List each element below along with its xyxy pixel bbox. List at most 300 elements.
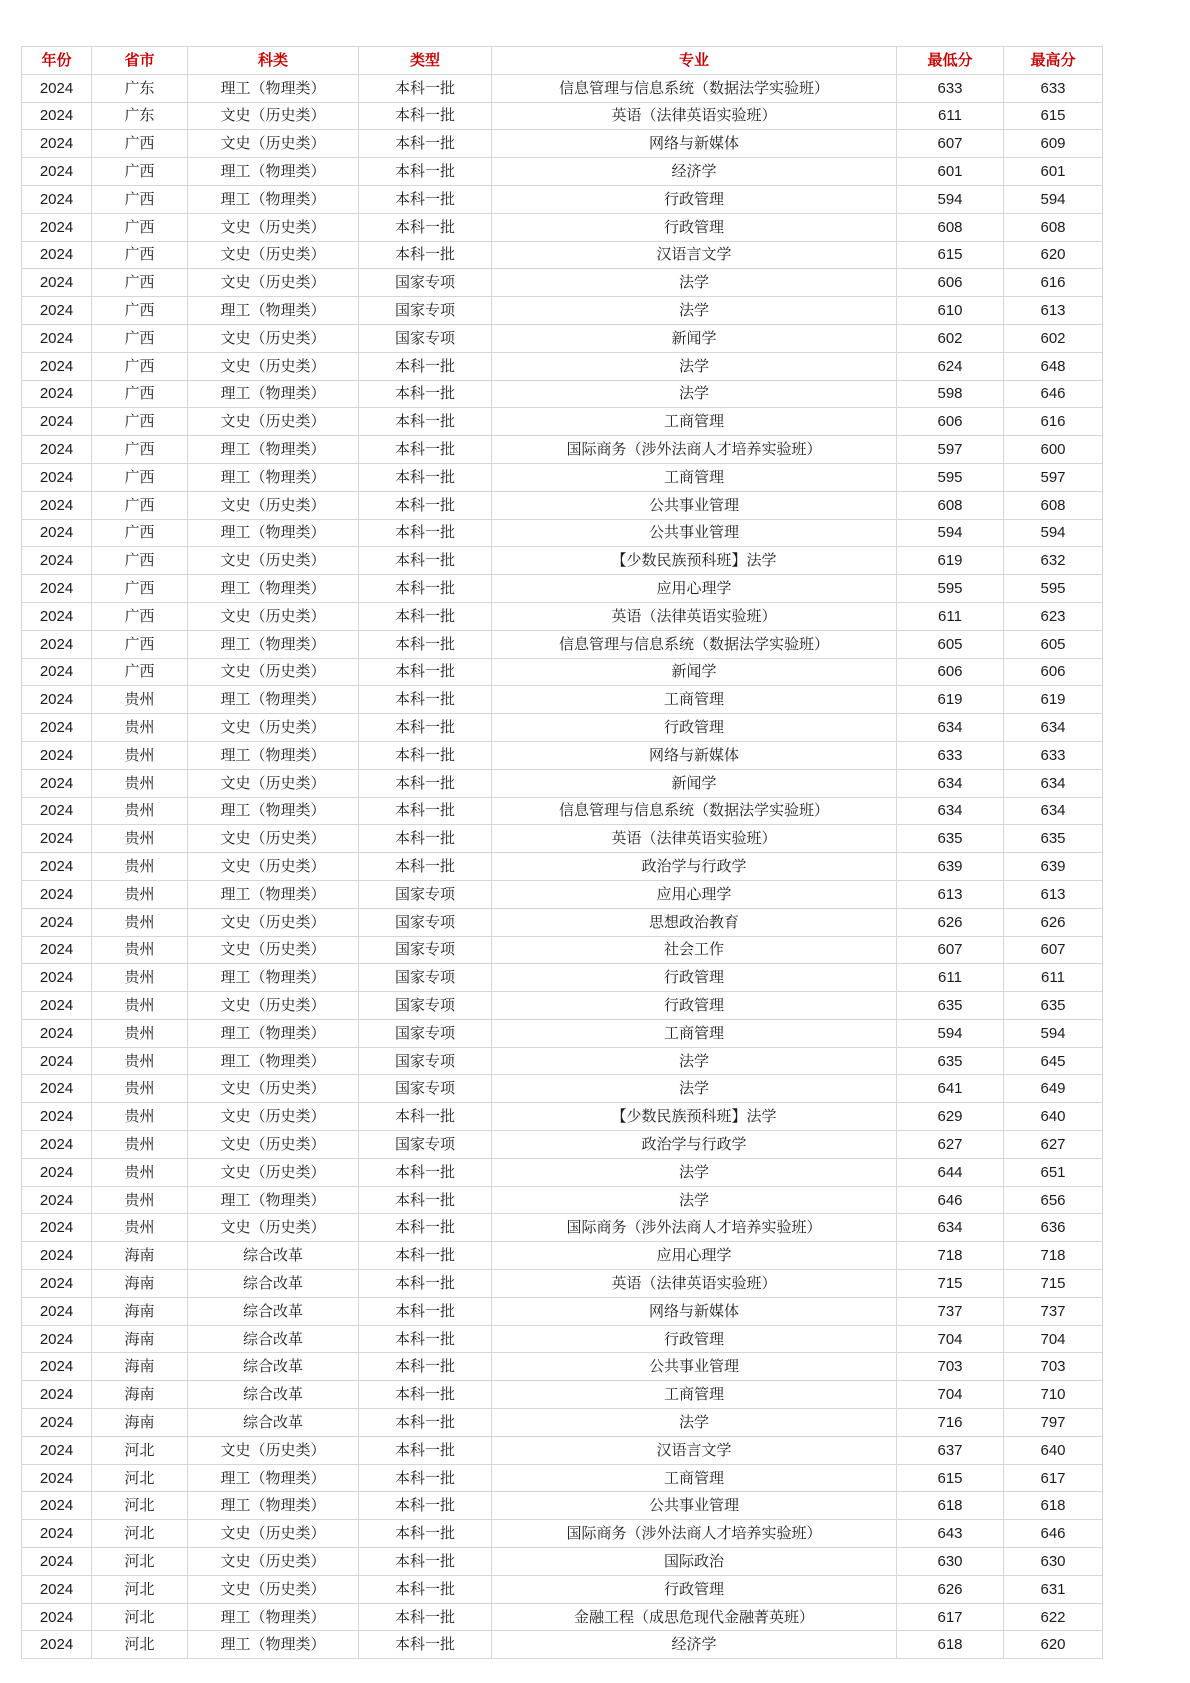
- province-cell: 广西: [92, 491, 188, 519]
- min-score-cell: 613: [897, 880, 1004, 908]
- category-cell: 文史（历史类）: [188, 213, 359, 241]
- category-cell: 理工（物理类）: [188, 519, 359, 547]
- year-cell: 2024: [22, 1575, 92, 1603]
- min-score-cell: 594: [897, 185, 1004, 213]
- category-cell: 文史（历史类）: [188, 853, 359, 881]
- category-cell: 文史（历史类）: [188, 269, 359, 297]
- major-cell: 国际政治: [492, 1548, 897, 1576]
- year-cell: 2024: [22, 1548, 92, 1576]
- table-row: [22, 1297, 1103, 1325]
- category-cell: 理工（物理类）: [188, 1603, 359, 1631]
- max-score-cell: 616: [1004, 269, 1103, 297]
- major-cell: 信息管理与信息系统（数据法学实验班）: [492, 74, 897, 102]
- province-cell: 贵州: [92, 1131, 188, 1159]
- max-score-cell: 607: [1004, 936, 1103, 964]
- year-cell: 2024: [22, 1409, 92, 1437]
- batch-cell: 国家专项: [359, 992, 492, 1020]
- max-score-cell: 634: [1004, 714, 1103, 742]
- batch-cell: 本科一批: [359, 1464, 492, 1492]
- province-cell: 贵州: [92, 1075, 188, 1103]
- category-cell: 综合改革: [188, 1242, 359, 1270]
- year-cell: 2024: [22, 213, 92, 241]
- category-cell: 理工（物理类）: [188, 1631, 359, 1659]
- major-cell: 行政管理: [492, 185, 897, 213]
- min-score-cell: 633: [897, 741, 1004, 769]
- max-score-cell: 606: [1004, 658, 1103, 686]
- table-row: [22, 1270, 1103, 1298]
- year-cell: 2024: [22, 269, 92, 297]
- major-cell: 工商管理: [492, 1464, 897, 1492]
- batch-cell: 本科一批: [359, 436, 492, 464]
- category-cell: 文史（历史类）: [188, 825, 359, 853]
- max-score-cell: 605: [1004, 630, 1103, 658]
- max-score-cell: 595: [1004, 575, 1103, 603]
- table-row: [22, 1353, 1103, 1381]
- major-cell: 公共事业管理: [492, 519, 897, 547]
- max-score-cell: 636: [1004, 1214, 1103, 1242]
- min-score-cell: 605: [897, 630, 1004, 658]
- table-row: [22, 1631, 1103, 1659]
- max-score-cell: 613: [1004, 880, 1103, 908]
- max-score-cell: 616: [1004, 408, 1103, 436]
- year-cell: 2024: [22, 1436, 92, 1464]
- table-row: [22, 1381, 1103, 1409]
- year-cell: 2024: [22, 1270, 92, 1298]
- min-score-cell: 627: [897, 1131, 1004, 1159]
- table-row: [22, 408, 1103, 436]
- min-score-cell: 644: [897, 1158, 1004, 1186]
- major-cell: 政治学与行政学: [492, 853, 897, 881]
- batch-cell: 本科一批: [359, 408, 492, 436]
- category-cell: 理工（物理类）: [188, 797, 359, 825]
- table-row: [22, 463, 1103, 491]
- batch-cell: 本科一批: [359, 686, 492, 714]
- province-cell: 贵州: [92, 769, 188, 797]
- batch-cell: 本科一批: [359, 1436, 492, 1464]
- major-cell: 应用心理学: [492, 880, 897, 908]
- table-row: [22, 575, 1103, 603]
- year-cell: 2024: [22, 547, 92, 575]
- min-score-cell: 635: [897, 992, 1004, 1020]
- major-cell: 工商管理: [492, 463, 897, 491]
- major-cell: 法学: [492, 1186, 897, 1214]
- major-cell: 公共事业管理: [492, 1492, 897, 1520]
- year-cell: 2024: [22, 380, 92, 408]
- year-cell: 2024: [22, 1103, 92, 1131]
- major-cell: 信息管理与信息系统（数据法学实验班）: [492, 630, 897, 658]
- province-cell: 广西: [92, 241, 188, 269]
- max-score-cell: 635: [1004, 825, 1103, 853]
- category-cell: 文史（历史类）: [188, 102, 359, 130]
- column-header-province: 省市: [92, 47, 188, 75]
- batch-cell: 本科一批: [359, 102, 492, 130]
- province-cell: 贵州: [92, 714, 188, 742]
- max-score-cell: 649: [1004, 1075, 1103, 1103]
- batch-cell: 本科一批: [359, 1158, 492, 1186]
- year-cell: 2024: [22, 908, 92, 936]
- province-cell: 贵州: [92, 1214, 188, 1242]
- min-score-cell: 606: [897, 269, 1004, 297]
- table-row: [22, 1520, 1103, 1548]
- major-cell: 法学: [492, 269, 897, 297]
- year-cell: 2024: [22, 241, 92, 269]
- table-row: [22, 380, 1103, 408]
- min-score-cell: 703: [897, 1353, 1004, 1381]
- batch-cell: 本科一批: [359, 491, 492, 519]
- batch-cell: 本科一批: [359, 1381, 492, 1409]
- category-cell: 文史（历史类）: [188, 547, 359, 575]
- batch-cell: 本科一批: [359, 380, 492, 408]
- max-score-cell: 633: [1004, 74, 1103, 102]
- batch-cell: 本科一批: [359, 630, 492, 658]
- category-cell: 文史（历史类）: [188, 602, 359, 630]
- table-row: [22, 964, 1103, 992]
- admission-scores-table: [21, 46, 1103, 1659]
- batch-cell: 本科一批: [359, 1214, 492, 1242]
- batch-cell: 本科一批: [359, 1186, 492, 1214]
- batch-cell: 本科一批: [359, 519, 492, 547]
- max-score-cell: 609: [1004, 130, 1103, 158]
- max-score-cell: 594: [1004, 185, 1103, 213]
- category-cell: 理工（物理类）: [188, 686, 359, 714]
- batch-cell: 本科一批: [359, 1353, 492, 1381]
- max-score-cell: 631: [1004, 1575, 1103, 1603]
- batch-cell: 本科一批: [359, 463, 492, 491]
- table-row: [22, 714, 1103, 742]
- min-score-cell: 704: [897, 1325, 1004, 1353]
- batch-cell: 本科一批: [359, 853, 492, 881]
- province-cell: 河北: [92, 1520, 188, 1548]
- table-row: [22, 491, 1103, 519]
- table-row: [22, 74, 1103, 102]
- batch-cell: 本科一批: [359, 769, 492, 797]
- category-cell: 理工（物理类）: [188, 1019, 359, 1047]
- batch-cell: 本科一批: [359, 1103, 492, 1131]
- category-cell: 综合改革: [188, 1325, 359, 1353]
- year-cell: 2024: [22, 1158, 92, 1186]
- table-row: [22, 825, 1103, 853]
- max-score-cell: 648: [1004, 352, 1103, 380]
- category-cell: 理工（物理类）: [188, 964, 359, 992]
- table-row: [22, 1603, 1103, 1631]
- province-cell: 广西: [92, 324, 188, 352]
- min-score-cell: 704: [897, 1381, 1004, 1409]
- table-row: [22, 880, 1103, 908]
- batch-cell: 本科一批: [359, 158, 492, 186]
- category-cell: 理工（物理类）: [188, 158, 359, 186]
- major-cell: 国际商务（涉外法商人才培养实验班）: [492, 436, 897, 464]
- year-cell: 2024: [22, 853, 92, 881]
- year-cell: 2024: [22, 1047, 92, 1075]
- max-score-cell: 646: [1004, 380, 1103, 408]
- min-score-cell: 615: [897, 241, 1004, 269]
- min-score-cell: 607: [897, 936, 1004, 964]
- year-cell: 2024: [22, 1242, 92, 1270]
- province-cell: 广西: [92, 352, 188, 380]
- min-score-cell: 610: [897, 297, 1004, 325]
- category-cell: 文史（历史类）: [188, 769, 359, 797]
- table-row: [22, 1575, 1103, 1603]
- year-cell: 2024: [22, 1186, 92, 1214]
- table-row: [22, 185, 1103, 213]
- province-cell: 广西: [92, 408, 188, 436]
- province-cell: 贵州: [92, 1158, 188, 1186]
- min-score-cell: 634: [897, 769, 1004, 797]
- year-cell: 2024: [22, 158, 92, 186]
- table-row: [22, 1242, 1103, 1270]
- max-score-cell: 633: [1004, 741, 1103, 769]
- batch-cell: 本科一批: [359, 741, 492, 769]
- major-cell: 行政管理: [492, 1325, 897, 1353]
- min-score-cell: 641: [897, 1075, 1004, 1103]
- table-row: [22, 1186, 1103, 1214]
- table-row: [22, 436, 1103, 464]
- batch-cell: 本科一批: [359, 1631, 492, 1659]
- province-cell: 广西: [92, 658, 188, 686]
- province-cell: 河北: [92, 1575, 188, 1603]
- year-cell: 2024: [22, 658, 92, 686]
- major-cell: 工商管理: [492, 408, 897, 436]
- year-cell: 2024: [22, 1381, 92, 1409]
- province-cell: 贵州: [92, 1047, 188, 1075]
- year-cell: 2024: [22, 575, 92, 603]
- year-cell: 2024: [22, 602, 92, 630]
- major-cell: 工商管理: [492, 1019, 897, 1047]
- major-cell: 法学: [492, 297, 897, 325]
- max-score-cell: 639: [1004, 853, 1103, 881]
- province-cell: 河北: [92, 1603, 188, 1631]
- year-cell: 2024: [22, 964, 92, 992]
- major-cell: 国际商务（涉外法商人才培养实验班）: [492, 1520, 897, 1548]
- batch-cell: 本科一批: [359, 130, 492, 158]
- min-score-cell: 629: [897, 1103, 1004, 1131]
- table-row: [22, 630, 1103, 658]
- category-cell: 理工（物理类）: [188, 1464, 359, 1492]
- min-score-cell: 634: [897, 714, 1004, 742]
- batch-cell: 本科一批: [359, 1297, 492, 1325]
- min-score-cell: 639: [897, 853, 1004, 881]
- category-cell: 文史（历史类）: [188, 241, 359, 269]
- major-cell: 法学: [492, 352, 897, 380]
- min-score-cell: 634: [897, 1214, 1004, 1242]
- min-score-cell: 608: [897, 491, 1004, 519]
- province-cell: 河北: [92, 1436, 188, 1464]
- province-cell: 广西: [92, 185, 188, 213]
- max-score-cell: 617: [1004, 1464, 1103, 1492]
- batch-cell: 国家专项: [359, 269, 492, 297]
- table-row: [22, 213, 1103, 241]
- year-cell: 2024: [22, 1019, 92, 1047]
- min-score-cell: 606: [897, 658, 1004, 686]
- batch-cell: 本科一批: [359, 1409, 492, 1437]
- province-cell: 广西: [92, 630, 188, 658]
- min-score-cell: 611: [897, 602, 1004, 630]
- year-cell: 2024: [22, 992, 92, 1020]
- major-cell: 思想政治教育: [492, 908, 897, 936]
- max-score-cell: 626: [1004, 908, 1103, 936]
- table-row: [22, 908, 1103, 936]
- year-cell: 2024: [22, 74, 92, 102]
- year-cell: 2024: [22, 1297, 92, 1325]
- table-row: [22, 1325, 1103, 1353]
- table-row: [22, 1409, 1103, 1437]
- min-score-cell: 624: [897, 352, 1004, 380]
- min-score-cell: 608: [897, 213, 1004, 241]
- major-cell: 工商管理: [492, 1381, 897, 1409]
- year-cell: 2024: [22, 741, 92, 769]
- max-score-cell: 630: [1004, 1548, 1103, 1576]
- year-cell: 2024: [22, 436, 92, 464]
- year-cell: 2024: [22, 686, 92, 714]
- min-score-cell: 633: [897, 74, 1004, 102]
- year-cell: 2024: [22, 1631, 92, 1659]
- max-score-cell: 620: [1004, 241, 1103, 269]
- batch-cell: 本科一批: [359, 1242, 492, 1270]
- batch-cell: 本科一批: [359, 74, 492, 102]
- province-cell: 贵州: [92, 853, 188, 881]
- min-score-cell: 626: [897, 908, 1004, 936]
- major-cell: 行政管理: [492, 714, 897, 742]
- column-header-year: 年份: [22, 47, 92, 75]
- province-cell: 贵州: [92, 825, 188, 853]
- table-row: [22, 853, 1103, 881]
- major-cell: 金融工程（成思危现代金融菁英班）: [492, 1603, 897, 1631]
- province-cell: 广东: [92, 74, 188, 102]
- batch-cell: 国家专项: [359, 1131, 492, 1159]
- category-cell: 综合改革: [188, 1353, 359, 1381]
- category-cell: 综合改革: [188, 1409, 359, 1437]
- max-score-cell: 718: [1004, 1242, 1103, 1270]
- year-cell: 2024: [22, 408, 92, 436]
- major-cell: 英语（法律英语实验班）: [492, 825, 897, 853]
- min-score-cell: 718: [897, 1242, 1004, 1270]
- table-row: [22, 1214, 1103, 1242]
- province-cell: 广西: [92, 269, 188, 297]
- major-cell: 网络与新媒体: [492, 130, 897, 158]
- category-cell: 文史（历史类）: [188, 1214, 359, 1242]
- major-cell: 行政管理: [492, 1575, 897, 1603]
- category-cell: 理工（物理类）: [188, 185, 359, 213]
- province-cell: 广西: [92, 602, 188, 630]
- batch-cell: 本科一批: [359, 1325, 492, 1353]
- batch-cell: 国家专项: [359, 1019, 492, 1047]
- min-score-cell: 601: [897, 158, 1004, 186]
- min-score-cell: 618: [897, 1492, 1004, 1520]
- year-cell: 2024: [22, 130, 92, 158]
- header-row: [22, 47, 1103, 75]
- max-score-cell: 797: [1004, 1409, 1103, 1437]
- min-score-cell: 715: [897, 1270, 1004, 1298]
- min-score-cell: 635: [897, 825, 1004, 853]
- max-score-cell: 704: [1004, 1325, 1103, 1353]
- year-cell: 2024: [22, 1353, 92, 1381]
- province-cell: 广西: [92, 547, 188, 575]
- min-score-cell: 716: [897, 1409, 1004, 1437]
- year-cell: 2024: [22, 825, 92, 853]
- major-cell: 工商管理: [492, 686, 897, 714]
- max-score-cell: 634: [1004, 769, 1103, 797]
- province-cell: 海南: [92, 1325, 188, 1353]
- max-score-cell: 597: [1004, 463, 1103, 491]
- min-score-cell: 595: [897, 575, 1004, 603]
- max-score-cell: 640: [1004, 1436, 1103, 1464]
- major-cell: 【少数民族预科班】法学: [492, 547, 897, 575]
- category-cell: 理工（物理类）: [188, 1492, 359, 1520]
- major-cell: 汉语言文学: [492, 241, 897, 269]
- table-row: [22, 297, 1103, 325]
- batch-cell: 本科一批: [359, 1548, 492, 1576]
- category-cell: 理工（物理类）: [188, 630, 359, 658]
- category-cell: 文史（历史类）: [188, 992, 359, 1020]
- table-row: [22, 602, 1103, 630]
- major-cell: 英语（法律英语实验班）: [492, 1270, 897, 1298]
- batch-cell: 本科一批: [359, 1270, 492, 1298]
- category-cell: 文史（历史类）: [188, 1103, 359, 1131]
- max-score-cell: 627: [1004, 1131, 1103, 1159]
- category-cell: 文史（历史类）: [188, 1575, 359, 1603]
- max-score-cell: 710: [1004, 1381, 1103, 1409]
- max-score-cell: 619: [1004, 686, 1103, 714]
- year-cell: 2024: [22, 880, 92, 908]
- min-score-cell: 611: [897, 102, 1004, 130]
- major-cell: 国际商务（涉外法商人才培养实验班）: [492, 1214, 897, 1242]
- province-cell: 河北: [92, 1548, 188, 1576]
- min-score-cell: 607: [897, 130, 1004, 158]
- province-cell: 河北: [92, 1492, 188, 1520]
- year-cell: 2024: [22, 352, 92, 380]
- category-cell: 文史（历史类）: [188, 658, 359, 686]
- batch-cell: 本科一批: [359, 825, 492, 853]
- max-score-cell: 645: [1004, 1047, 1103, 1075]
- major-cell: 经济学: [492, 1631, 897, 1659]
- province-cell: 广西: [92, 463, 188, 491]
- year-cell: 2024: [22, 630, 92, 658]
- max-score-cell: 651: [1004, 1158, 1103, 1186]
- province-cell: 海南: [92, 1381, 188, 1409]
- province-cell: 贵州: [92, 964, 188, 992]
- batch-cell: 本科一批: [359, 352, 492, 380]
- table-row: [22, 324, 1103, 352]
- min-score-cell: 634: [897, 797, 1004, 825]
- province-cell: 广西: [92, 297, 188, 325]
- table-row: [22, 102, 1103, 130]
- min-score-cell: 619: [897, 686, 1004, 714]
- major-cell: 应用心理学: [492, 575, 897, 603]
- province-cell: 贵州: [92, 936, 188, 964]
- max-score-cell: 656: [1004, 1186, 1103, 1214]
- major-cell: 汉语言文学: [492, 1436, 897, 1464]
- column-header-batch: 类型: [359, 47, 492, 75]
- year-cell: 2024: [22, 1464, 92, 1492]
- max-score-cell: 594: [1004, 519, 1103, 547]
- category-cell: 文史（历史类）: [188, 1131, 359, 1159]
- major-cell: 社会工作: [492, 936, 897, 964]
- max-score-cell: 737: [1004, 1297, 1103, 1325]
- column-header-min-score: 最低分: [897, 47, 1004, 75]
- category-cell: 理工（物理类）: [188, 1186, 359, 1214]
- table-row: [22, 1492, 1103, 1520]
- table-row: [22, 241, 1103, 269]
- province-cell: 河北: [92, 1464, 188, 1492]
- province-cell: 海南: [92, 1242, 188, 1270]
- province-cell: 贵州: [92, 992, 188, 1020]
- min-score-cell: 635: [897, 1047, 1004, 1075]
- max-score-cell: 613: [1004, 297, 1103, 325]
- year-cell: 2024: [22, 185, 92, 213]
- batch-cell: 本科一批: [359, 602, 492, 630]
- table-row: [22, 1548, 1103, 1576]
- min-score-cell: 637: [897, 1436, 1004, 1464]
